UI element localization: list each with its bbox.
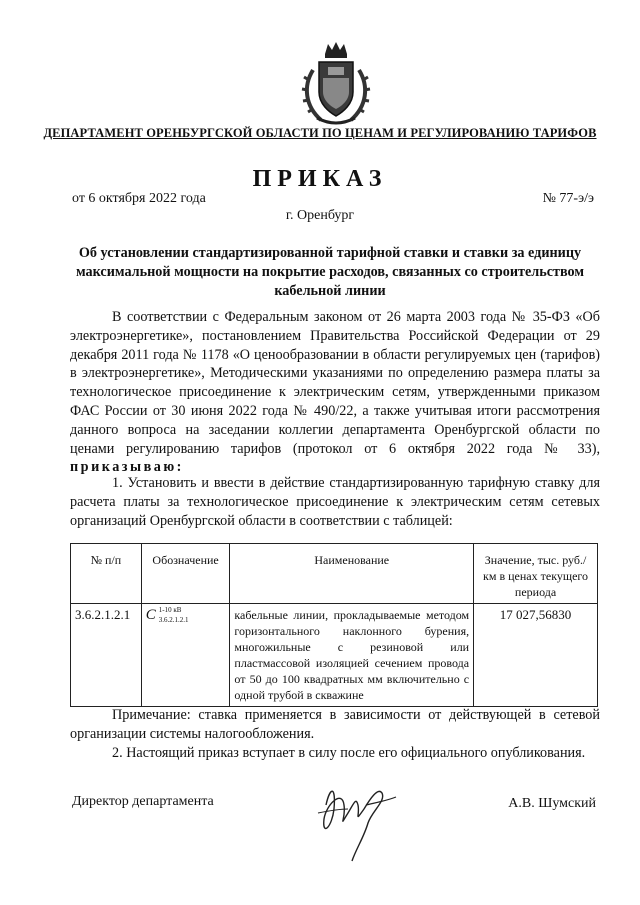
department-name: ДЕПАРТАМЕНТ ОРЕНБУРГСКОЙ ОБЛАСТИ ПО ЦЕНАМ И РЕГУЛИРОВАНИЮ ТАРИФОВ [43,126,597,140]
handwritten-signature [308,775,408,865]
column-header-designation: Обозначение [141,544,230,604]
column-header-value: Значение, тыс. руб./км в ценах текущего периода [474,544,598,604]
coat-of-arms-icon [299,40,373,126]
column-header-name: Наименование [230,544,474,604]
preamble-paragraph [70,308,600,477]
order-word: приказываю: [70,459,184,476]
table-row [71,604,598,707]
preamble-text: В соответствии с Федеральным законом от 26 марта 2003 года № 35-ФЗ «Об электроэнергетике», постановлением Правительства Российской Федерации от 29 декабря 2011 года № 1178 «О ценообразовании в области регулируемых цен (тарифов) в электроэнергетике», Методическими указаниями по определению размера платы за технологическое присоединение к электрическим сетям, утвержденными приказом ФАС России от 30 июня 2022 года № 490/22, а также учитывая итоги рассмотрения данного вопроса на заседании коллегии департамента Оренбургской области по ценами регулированию тарифов (протокол от 6 октября 2022 года № 33), [70,309,600,457]
designation-superscript: 1-10 кВ [158,606,182,614]
designation-subscript: 3.6.2.1.2.1 [158,616,189,624]
row-num: 3.6.2.1.2.1 [71,604,142,707]
row-name: кабельные линии, прокладываемые методом горизонтального наклонного бурения, многожильные с резиновой или пластмассовой изоляцией сечением провода от 50 до 100 квадратных мм включительно с одной трубой в скважине [230,604,474,707]
clause-1: 1. Установить и ввести в действие стандартизированную тарифную ставку для расчета платы за технологическое присоединение к электрическим сетям сетевых организаций Оренбургской области в соответствии с таблицей: [70,475,600,529]
order-date: от 6 октября 2022 года [72,191,206,206]
signer-position: Директор департамента [72,794,214,809]
signer-name: А.В. Шумский [508,796,596,811]
city: г. Оренбург [285,208,355,223]
tariff-table [70,543,598,707]
table-note: Примечание: ставка применяется в зависимости от действующей в сетевой организации системы налогообложения. [70,707,600,742]
row-designation [141,604,230,707]
clause-2: 2. Настоящий приказ вступает в силу после его официального опубликования. [112,745,586,761]
order-number: № 77-э/э [542,191,594,206]
row-value: 17 027,56830 [474,604,598,707]
table-header-row [71,544,598,604]
document-title: ПРИКАЗ [252,166,388,192]
order-subject: Об установлении стандартизированной тарифной ставки и ставки за единицу максимальной мощности на покрытие расходов, связанных со строительством кабельной линии [75,245,585,299]
designation-symbol: C [145,607,156,623]
column-header-num: № п/п [71,544,142,604]
designation-formula [146,607,216,629]
